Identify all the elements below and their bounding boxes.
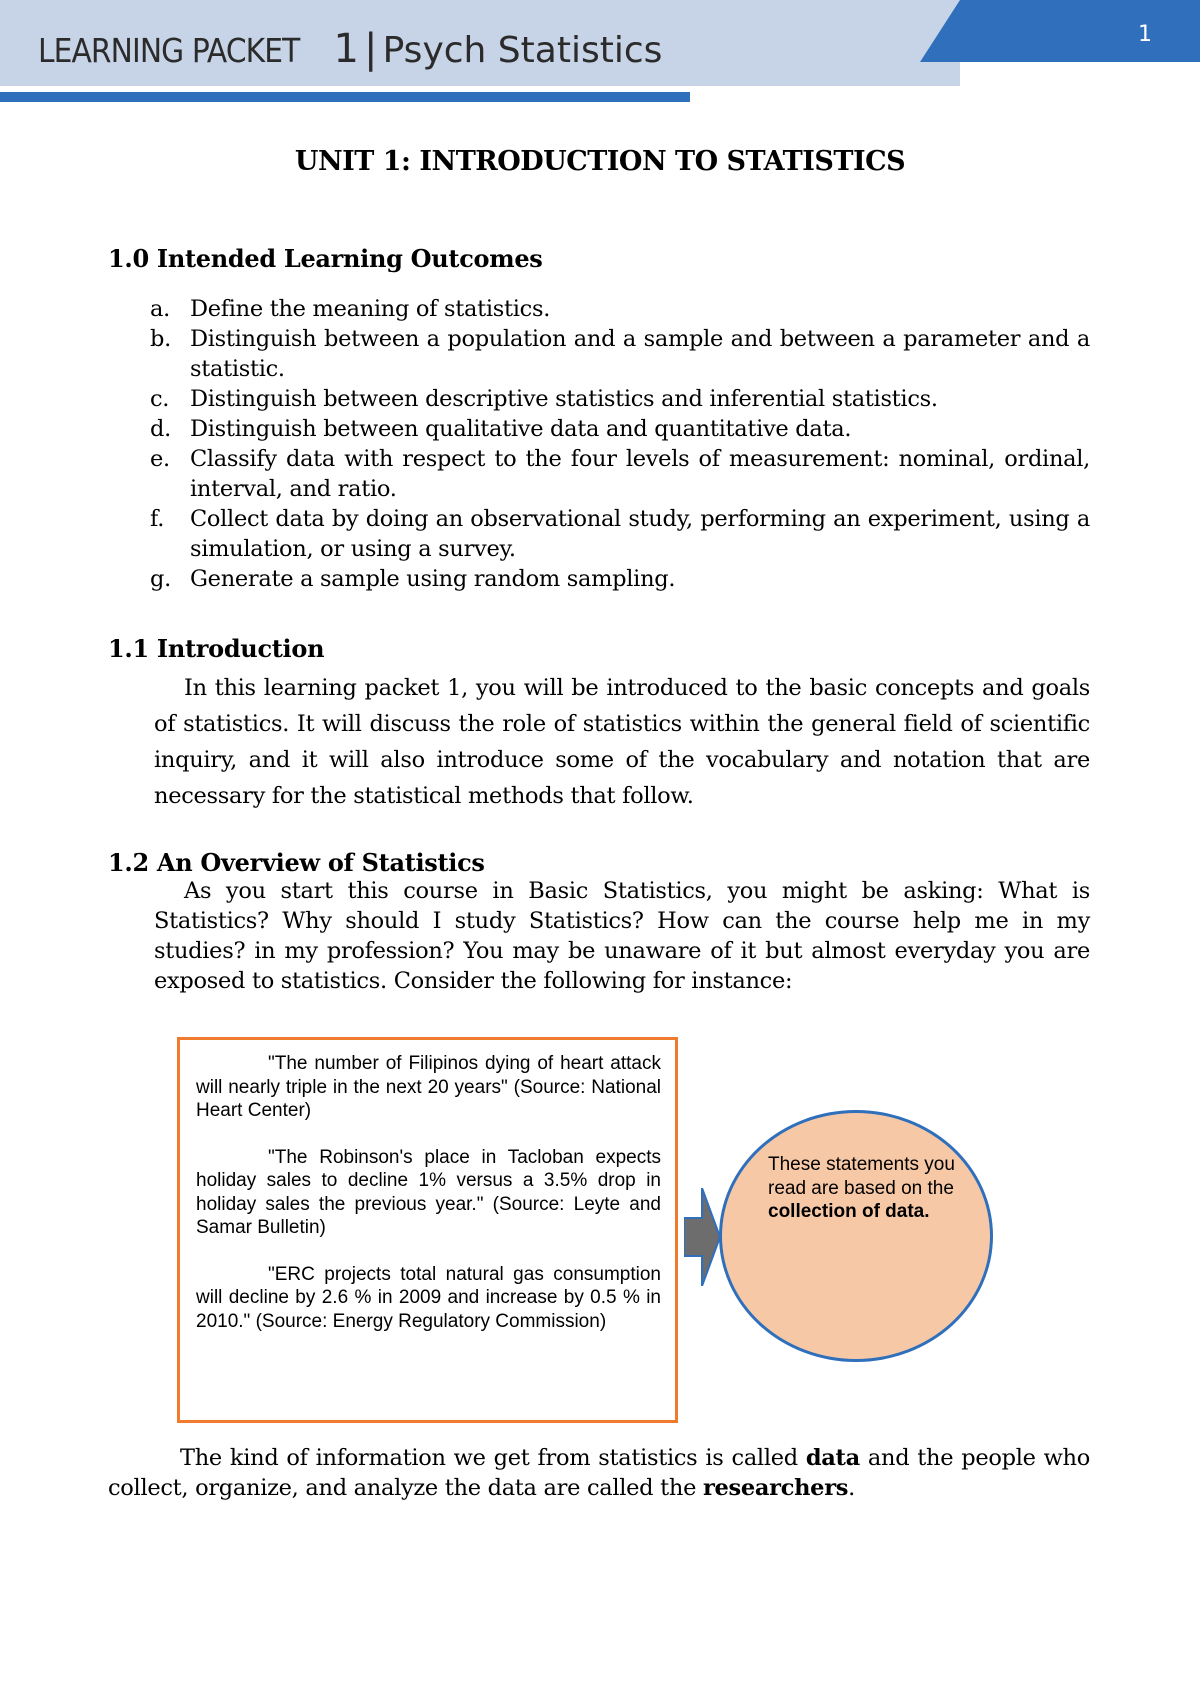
outcomes-list — [150, 294, 1090, 594]
closing-bold-data: data — [805, 1445, 860, 1471]
packet-number: 1 — [333, 26, 359, 72]
list-item — [150, 504, 1090, 564]
right-arrow-icon — [684, 1188, 720, 1286]
item-letter: e. — [150, 446, 170, 472]
brand-separator: | — [364, 26, 378, 72]
item-letter: d. — [150, 416, 171, 442]
introduction-paragraph: In this learning packet 1, you will be introduced to the basic concepts and goals of statistics. It will discuss the role of statistics within the general field of scientific inquiry, and it will also introduce some of the vocabulary and notation that are necessary for the statistical methods that follow. — [154, 675, 1090, 809]
overview-heading: 1.2 An Overview of Statistics — [108, 848, 485, 877]
item-text: Distinguish between a population and a sample and between a parameter and a statistic. — [190, 326, 1090, 382]
quote-natural-gas: "ERC projects total natural gas consumption will decline by 2.6 % in 2009 and increase by 0.5 % in 2010." (Source: Energy Regulatory Commission) — [196, 1263, 661, 1332]
introduction-heading: 1.1 Introduction — [108, 634, 325, 663]
page-number: 1 — [1138, 22, 1152, 47]
list-item — [150, 324, 1090, 384]
item-letter: f. — [150, 506, 165, 532]
summary-circle — [719, 1110, 993, 1362]
item-text: Distinguish between qualitative data and quantitative data. — [190, 416, 852, 442]
closing-text-1: The kind of information we get from statistics is called — [180, 1445, 806, 1471]
item-letter: a. — [150, 296, 170, 322]
closing-text-3: . — [848, 1475, 855, 1501]
quote-holiday-sales: "The Robinson's place in Tacloban expects holiday sales to decline 1% versus a 3.5% drop in holiday sales the previous year." (Source: Leyte and Samar Bulletin) — [196, 1146, 661, 1238]
circle-emphasis: collection of data. — [768, 1201, 930, 1222]
item-text: Generate a sample using random sampling. — [190, 566, 676, 592]
packet-label: LEARNING PACKET — [38, 31, 300, 70]
packet-brand — [38, 26, 662, 76]
item-text: Distinguish between descriptive statistics and inferential statistics. — [190, 386, 938, 412]
header-corner — [920, 0, 1200, 62]
overview-paragraph: As you start this course in Basic Statistics, you might be asking: What is Statistics? Why should I study Statistics? How can the course help me in my studies? in my profession? You may be unaware of it but almost everyday you are exposed to statistics. Consider the following for instance: — [154, 878, 1090, 994]
closing-text-2: and the people who collect, organize, and analyze the data are called the — [108, 1445, 1090, 1501]
outcomes-heading: 1.0 Intended Learning Outcomes — [108, 244, 543, 273]
closing-bold-researchers: researchers — [702, 1475, 849, 1501]
closing-paragraph — [108, 1443, 1090, 1503]
item-text: Define the meaning of statistics. — [190, 296, 551, 322]
subject-label: Psych Statistics — [382, 30, 663, 71]
item-text: Classify data with respect to the four levels of measurement: nominal, ordinal, interval, and ratio. — [190, 446, 1090, 502]
item-letter: g. — [150, 566, 171, 592]
list-item — [150, 384, 1090, 414]
quotes-box — [177, 1037, 678, 1423]
summary-circle-text — [768, 1153, 968, 1224]
list-item — [150, 414, 1090, 444]
list-item — [150, 294, 1090, 324]
page-title: UNIT 1: INTRODUCTION TO STATISTICS — [294, 146, 906, 177]
item-text: Collect data by doing an observational study, performing an experiment, using a simulation, or using a survey. — [190, 506, 1090, 562]
circle-statement: These statements you read are based on the — [768, 1154, 955, 1199]
list-item — [150, 444, 1090, 504]
item-letter: b. — [150, 326, 171, 352]
item-letter: c. — [150, 386, 170, 412]
quote-heart-attack: "The number of Filipinos dying of heart attack will nearly triple in the next 20 years" (Source: National Heart Center) — [196, 1053, 661, 1121]
header-rule — [0, 92, 690, 102]
list-item — [150, 564, 1090, 594]
